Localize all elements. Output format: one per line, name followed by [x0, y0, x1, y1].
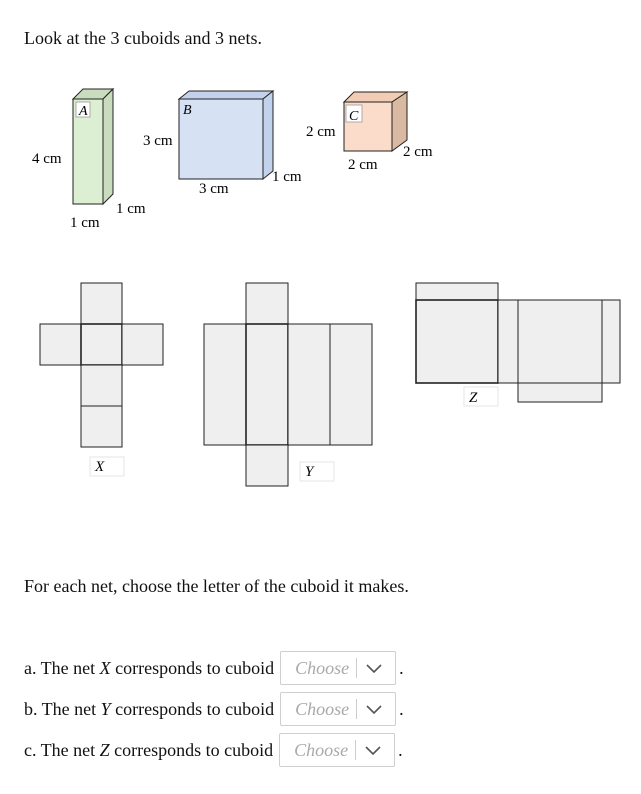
question-a-dropdown[interactable] [280, 651, 396, 685]
cuboid-a-letter: A [79, 104, 88, 119]
question-a-placeholder: Choose [295, 657, 350, 678]
question-a-period: . [399, 657, 404, 678]
cuboid-a-side [103, 89, 113, 204]
question-a [24, 649, 404, 687]
cuboid-b-front [179, 99, 263, 179]
cuboid-b-letter: B [183, 103, 192, 118]
net-x [40, 283, 163, 447]
cuboid-a-depth-label: 1 cm [116, 201, 146, 217]
question-b-period: . [399, 698, 404, 719]
net-z [416, 283, 620, 402]
cuboid-a-height-label: 4 cm [32, 151, 62, 167]
cuboid-b-depth-label: 1 cm [272, 169, 302, 185]
cuboid-b-width-label: 3 cm [199, 181, 229, 197]
chevron-down-icon [363, 660, 385, 676]
question-b-dropdown[interactable] [280, 692, 396, 726]
cuboid-c [306, 92, 433, 173]
chevron-down-icon [362, 742, 384, 758]
cuboid-b-top [179, 91, 273, 99]
cuboid-b-side [263, 91, 273, 179]
cuboid-b [143, 91, 302, 197]
cuboid-a-width-label: 1 cm [70, 215, 100, 231]
net-y [204, 283, 372, 486]
cuboid-b-height-label: 3 cm [143, 133, 173, 149]
question-c-dropdown[interactable] [279, 733, 395, 767]
cuboid-c-side [392, 92, 407, 151]
net-y-label: Y [305, 464, 314, 480]
net-z-label: Z [469, 390, 478, 406]
cuboid-c-width-label: 2 cm [348, 157, 378, 173]
cuboid-a [32, 89, 146, 231]
question-c-placeholder: Choose [294, 739, 349, 760]
question-b-placeholder: Choose [295, 698, 350, 719]
question-a-text: a. The net X corresponds to cuboid [24, 657, 275, 678]
net-x-label: X [95, 459, 105, 475]
intro-text: Look at the 3 cuboids and 3 nets. [24, 28, 262, 48]
cuboid-c-height-label: 2 cm [306, 124, 336, 140]
question-b-text: b. The net Y corresponds to cuboid [24, 698, 275, 719]
question-b [24, 690, 404, 728]
cuboid-c-letter: C [349, 109, 359, 124]
question-c-text: c. The net Z corresponds to cuboid [24, 739, 274, 760]
question-c-period: . [398, 739, 403, 760]
cuboid-c-depth-label: 2 cm [403, 144, 433, 160]
instruction-text: For each net, choose the letter of the cuboid it makes. [24, 576, 409, 596]
question-c [24, 731, 403, 769]
chevron-down-icon [363, 701, 385, 717]
